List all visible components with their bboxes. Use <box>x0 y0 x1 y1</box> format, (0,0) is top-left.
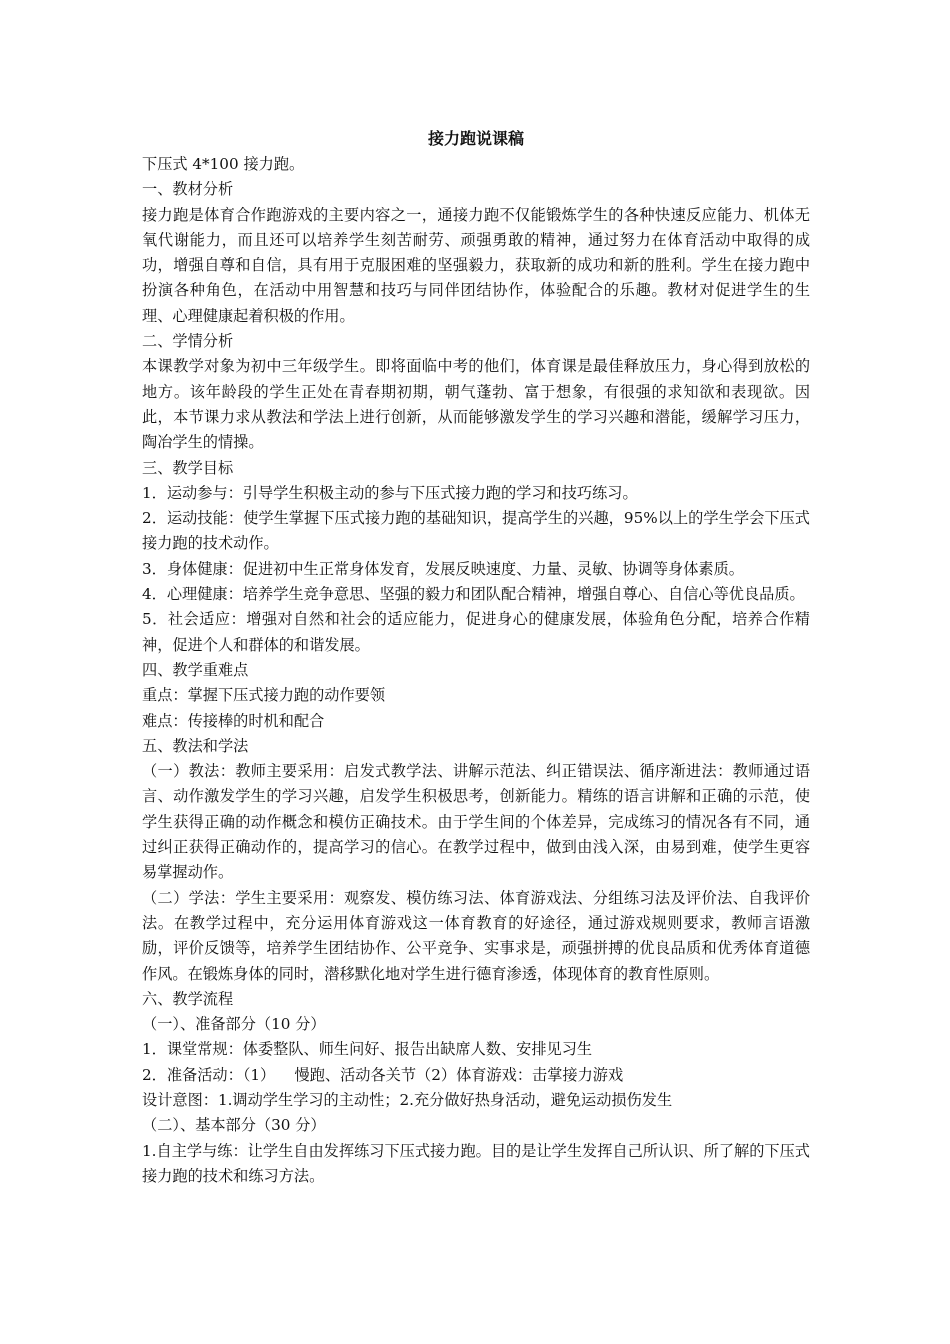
process-item: 1.自主学与练：让学生自由发挥练习下压式接力跑。目的是让学生发挥自己所认识、所了解的下压式接力跑的技术和练习方法。 <box>142 1141 810 1185</box>
design-intent-line: 设计意图：1.调动学生学习的主动性；2.充分做好热身活动，避免运动损伤发生 <box>142 1090 673 1109</box>
section-heading-methods: 五、教法和学法 <box>142 736 249 755</box>
paragraph-teaching-method: （一）教法：教师主要采用：启发式教学法、讲解示范法、纠正错误法、循序渐进法：教师通过语言、动作激发学生的学习兴趣，启发学生积极思考，创新能力。精练的语言讲解和正确的示范，使学生获得正确的动作概念和模仿正确技术。由于学生间的个体差异，完成练习的情况各有不同，通过纠正获得正确动作的，提高学习的信心。在教学过程中，做到由浅入深，由易到难，使学生更容易掌握动作。 <box>142 762 810 882</box>
subtitle-line: 下压式 4*100 接力跑。 <box>142 155 305 173</box>
goal-item: 5．社会适应：增强对自然和社会的适应能力，促进身心的健康发展，体验角色分配，培养合作精神，促进个人和群体的和谐发展。 <box>142 610 810 654</box>
goal-item: 2．运动技能：使学生掌握下压式接力跑的基础知识，提高学生的兴趣，95%以上的学生学会下压式接力跑的技术动作。 <box>142 509 810 553</box>
difficulty-line: 难点：传接棒的时机和配合 <box>142 711 325 730</box>
process-item: 1．课堂常规：体委整队、师生问好、报告出缺席人数、安排见习生 <box>142 1040 593 1059</box>
subsection-heading-basic: （二）、基本部分（30 分） <box>142 1116 326 1135</box>
subsection-heading-prep: （一）、准备部分（10 分） <box>142 1015 326 1034</box>
paragraph-materials: 接力跑是体育合作跑游戏的主要内容之一，通接力跑不仅能锻炼学生的各种快速反应能力、机体无氧代谢能力，而且还可以培养学生刻苦耐劳、顽强勇敢的精神，通过努力在体育活动中取得的成功，增强自尊和自信，具有用于克服困难的坚强毅力，获取新的成功和新的胜利。学生在接力跑中扮演各种角色，在活动中用智慧和技巧与同伴团结协作，体验配合的乐趣。教材对促进学生的生理、心理健康起着积极的作用。 <box>142 205 810 325</box>
document-page <box>142 124 810 1189</box>
section-heading-materials: 一、教材分析 <box>142 180 234 199</box>
section-heading-key-points: 四、教学重难点 <box>142 660 249 679</box>
paragraph-students: 本课教学对象为初中三年级学生。即将面临中考的他们，体育课是最佳释放压力，身心得到放松的地方。该年龄段的学生正处在青春期初期，朝气蓬勃、富于想象，有很强的求知欲和表现欲。因此，本节课力求从教法和学法上进行创新，从而能够激发学生的学习兴趣和潜能，缓解学习压力，陶冶学生的情操。 <box>142 357 810 452</box>
document-title: 接力跑说课稿 <box>427 129 524 148</box>
section-heading-students: 二、学情分析 <box>142 332 234 351</box>
section-heading-goals: 三、教学目标 <box>142 458 234 477</box>
paragraph-learning-method: （二）学法：学生主要采用：观察发、模仿练习法、体育游戏法、分组练习法及评价法、自我评价法。在教学过程中，充分运用体育游戏这一体育教育的好途径，通过游戏规则要求，教师言语激励，评价反馈等，培养学生团结协作、公平竞争、实事求是，顽强拼搏的优良品质和优秀体育道德作风。在锻炼身体的同时，潜移默化地对学生进行德育渗透，体现体育的教育性原则。 <box>142 888 810 983</box>
key-point-line: 重点：掌握下压式接力跑的动作要领 <box>142 686 385 705</box>
goal-item: 1．运动参与：引导学生积极主动的参与下压式接力跑的学习和技巧练习。 <box>142 483 638 502</box>
section-heading-process: 六、教学流程 <box>142 989 234 1008</box>
process-item: 2．准备活动：（1） 慢跑、活动各关节（2）体育游戏：击掌接力游戏 <box>142 1065 624 1084</box>
goal-item: 4．心理健康：培养学生竞争意思、坚强的毅力和团队配合精神，增强自尊心、自信心等优良品质。 <box>142 585 805 604</box>
goal-item: 3．身体健康：促进初中生正常身体发育，发展反映速度、力量、灵敏、协调等身体素质。 <box>142 559 744 578</box>
